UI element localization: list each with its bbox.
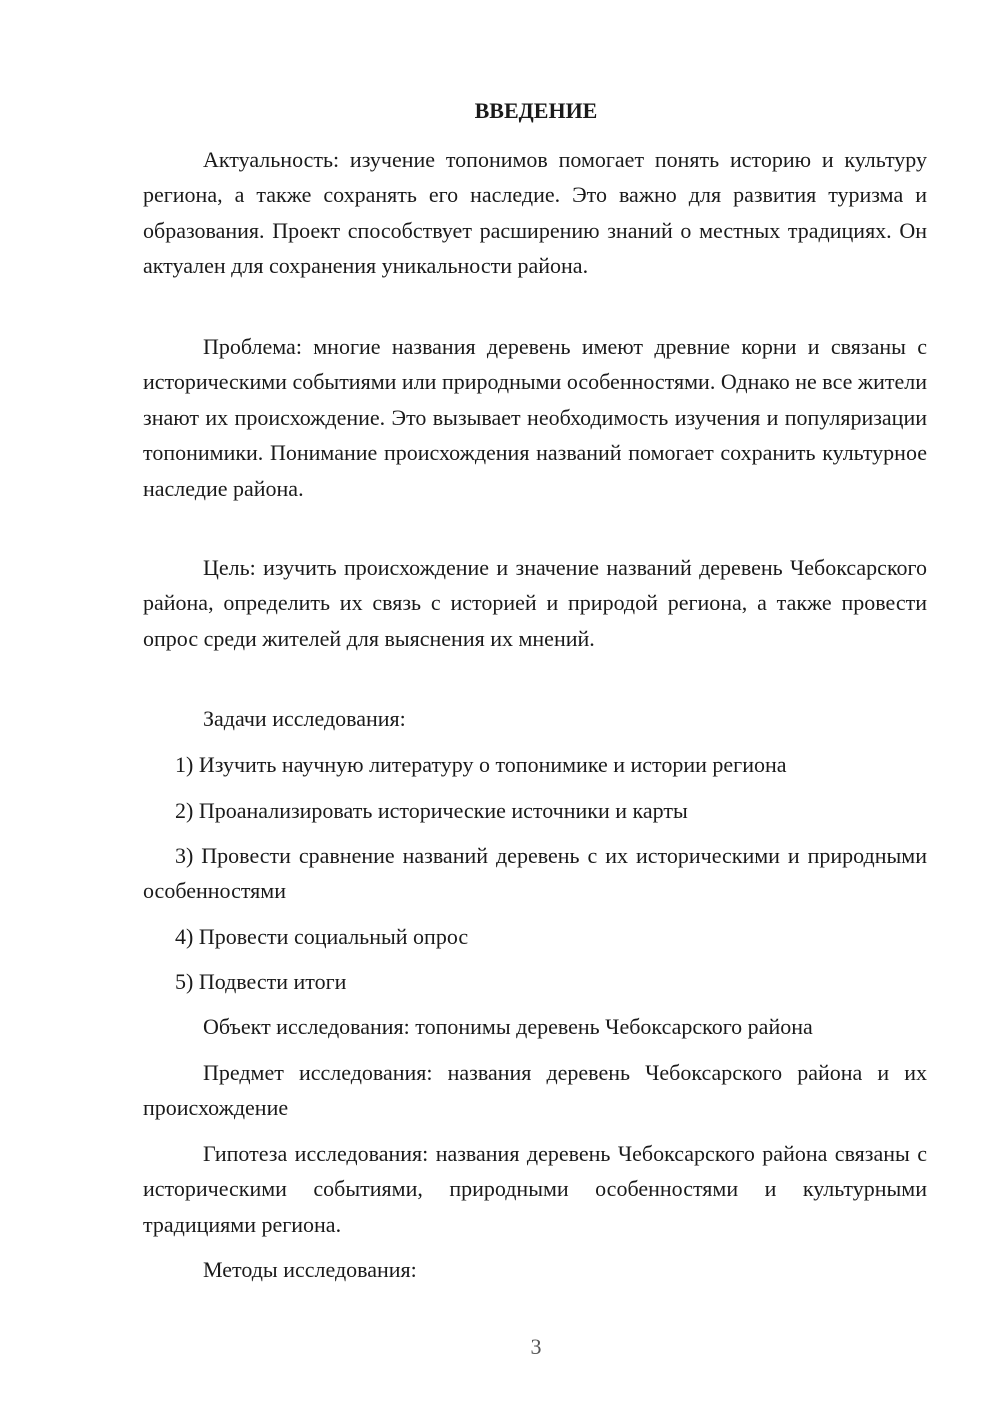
task-item-2: 2) Проанализировать исторические источники и карты — [175, 798, 688, 823]
page-number: 3 — [530, 1334, 542, 1359]
methods-title: Методы исследования: — [203, 1257, 417, 1282]
task-item-5: 5) Подвести итоги — [175, 969, 347, 994]
task-item-4: 4) Провести социальный опрос — [175, 924, 469, 949]
goal-paragraph: Цель: изучить происхождение и значение названий деревень Чебоксарского района, определить их связь с историей и природой региона, а также провести опрос среди жителей для выяснения их мнений. — [143, 555, 927, 651]
task-item-3: 3) Провести сравнение названий деревень с их историческими и природными особенностями — [143, 843, 927, 904]
page-heading: ВВЕДЕНИЕ — [474, 98, 598, 123]
hypothesis-paragraph: Гипотеза исследования: названия деревень Чебоксарского района связаны с историческими событиями, природными особенностями и культурными традициями региона. — [143, 1141, 927, 1237]
subject-paragraph: Предмет исследования: названия деревень Чебоксарского района и их происхождение — [143, 1060, 927, 1121]
relevance-paragraph: Актуальность: изучение топонимов помогает понять историю и культуру региона, а также сохранять его наследие. Это важно для развития туризма и образования. Проект способствует расширению знаний о местных традициях. Он актуален для сохранения уникальности района. — [143, 147, 927, 279]
tasks-title: Задачи исследования: — [203, 706, 406, 731]
problem-paragraph: Проблема: многие названия деревень имеют древние корни и связаны с историческими событиями или природными особенностями. Однако не все жители знают их происхождение. Это вызывает необходимость изучения и популяризации топонимики. Понимание происхождения названий помогает сохранить культурное наследие района. — [143, 334, 927, 501]
task-item-1: 1) Изучить научную литературу о топонимике и истории региона — [175, 752, 787, 777]
object-paragraph: Объект исследования: топонимы деревень Чебоксарского района — [203, 1014, 813, 1039]
